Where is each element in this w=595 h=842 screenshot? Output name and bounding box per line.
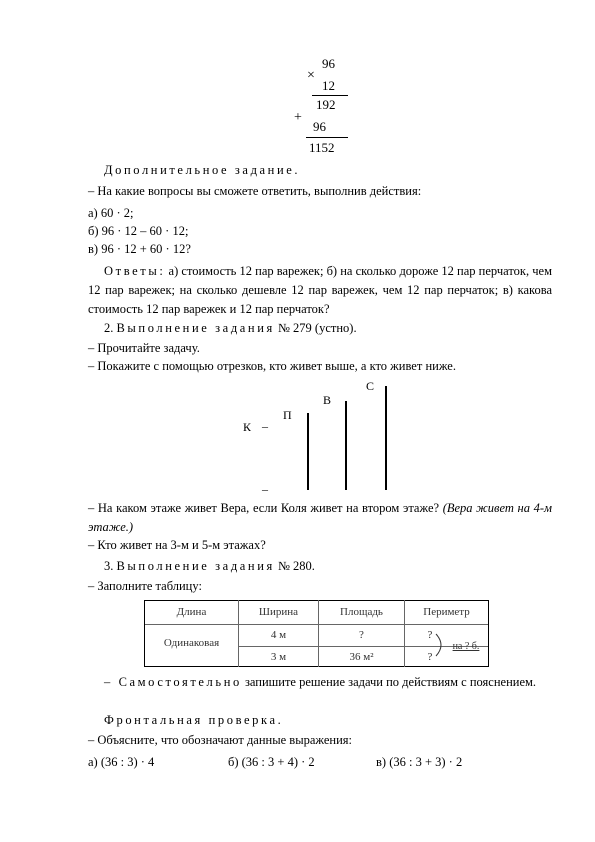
extra-task-heading: Дополнительное задание. xyxy=(104,163,301,177)
self-work xyxy=(88,673,552,691)
task-279-line1: – Прочитайте задачу. xyxy=(88,341,200,355)
cell-area-row1: ? xyxy=(359,629,364,641)
ground-marker: – xyxy=(262,482,268,496)
answer-label: Ответы: xyxy=(104,264,166,278)
label-s: С xyxy=(366,379,375,393)
times-sign: × xyxy=(307,68,315,83)
task-279-prefix: 2. xyxy=(104,321,114,335)
header-perimeter: Периметр xyxy=(423,606,470,618)
table-border-bottom xyxy=(144,666,489,667)
self-work-text: запишите решение задачи по действиям с пояснением. xyxy=(244,675,537,689)
self-work-heading: – Самостоятельно xyxy=(104,675,242,689)
task-280-title: Выполнение задания xyxy=(116,559,275,573)
task-280-number: № 280. xyxy=(278,559,315,573)
partial-product-1: 192 xyxy=(316,97,336,112)
multiplier: 12 xyxy=(322,78,335,93)
perimeter-note: на ? б. xyxy=(452,641,480,652)
cell-width-row2: 3 м xyxy=(270,651,287,663)
frontal-item-a: а) (36 : 3) · 4 xyxy=(88,755,155,769)
task-279-title: Выполнение задания xyxy=(116,321,275,335)
cell-length: Одинаковая xyxy=(163,637,220,649)
cell-perimeter-row1: ? xyxy=(427,629,433,641)
task-279-question xyxy=(88,499,552,537)
frontal-item-b: б) (36 : 3 + 4) · 2 xyxy=(228,755,315,769)
question-text: – На каком этаже живет Вера, если Коля живет на втором этаже? xyxy=(88,501,440,515)
header-width: Ширина xyxy=(258,606,299,618)
k-marker: – xyxy=(262,419,268,433)
task-279-line3: – Кто живет на 3-м и 5-м этажах? xyxy=(88,538,266,552)
segment-p xyxy=(307,413,309,490)
task-280-line1: – Заполните таблицу: xyxy=(88,579,202,593)
extra-task-question: – На какие вопросы вы сможете ответить, выполнив действия: xyxy=(88,184,422,198)
task-280-heading xyxy=(104,559,315,574)
frontal-question: – Объясните, что обозначают данные выражения: xyxy=(88,733,353,747)
product-result: 1152 xyxy=(309,140,335,155)
answer-text: а) стоимость 12 пар варежек; б) на сколько дороже 12 пар перчаток, чем 12 пар варежек; на сколько дешевле 12 пар варежек, чем 12 пар перчаток; в) какова стоимость 12 пар варежек и 12 пар перчаток? xyxy=(88,264,552,316)
table-header-line xyxy=(144,624,489,625)
table-border-right xyxy=(488,600,489,667)
extra-task-item-b: б) 96 · 12 – 60 · 12; xyxy=(88,224,189,238)
cell-width-row1: 4 м xyxy=(270,629,287,641)
extra-task-item-c: в) 96 · 12 + 60 · 12? xyxy=(88,242,191,256)
multiplicand: 96 xyxy=(322,56,335,71)
multiplication-line xyxy=(312,95,348,96)
frontal-item-c: в) (36 : 3 + 3) · 2 xyxy=(376,755,463,769)
question-answer: (Вера живет на 4-м этаже.) xyxy=(88,501,553,534)
task-279-line2: – Покажите с помощью отрезков, кто живет выше, а кто живет ниже. xyxy=(88,359,456,373)
extra-task-answer xyxy=(88,262,552,319)
label-k: К xyxy=(243,420,252,434)
header-length: Длина xyxy=(176,606,207,618)
label-v: В xyxy=(323,393,332,407)
cell-perimeter-row2: ? xyxy=(427,651,433,663)
plus-sign: + xyxy=(294,110,302,125)
sum-line xyxy=(306,137,348,138)
cell-area-row2: 36 м² xyxy=(349,651,374,663)
task-279-heading xyxy=(104,321,357,336)
label-p: П xyxy=(283,408,292,422)
extra-task-item-a: а) 60 · 2; xyxy=(88,206,134,220)
task-280-prefix: 3. xyxy=(104,559,114,573)
task-279-number: № 279 (устно). xyxy=(278,321,357,335)
frontal-heading: Фронтальная проверка. xyxy=(104,713,284,727)
table-border-top xyxy=(144,600,489,601)
segment-s xyxy=(385,386,387,490)
partial-product-2: 96 xyxy=(313,119,326,134)
header-area: Площадь xyxy=(340,606,383,618)
segment-v xyxy=(345,401,347,490)
